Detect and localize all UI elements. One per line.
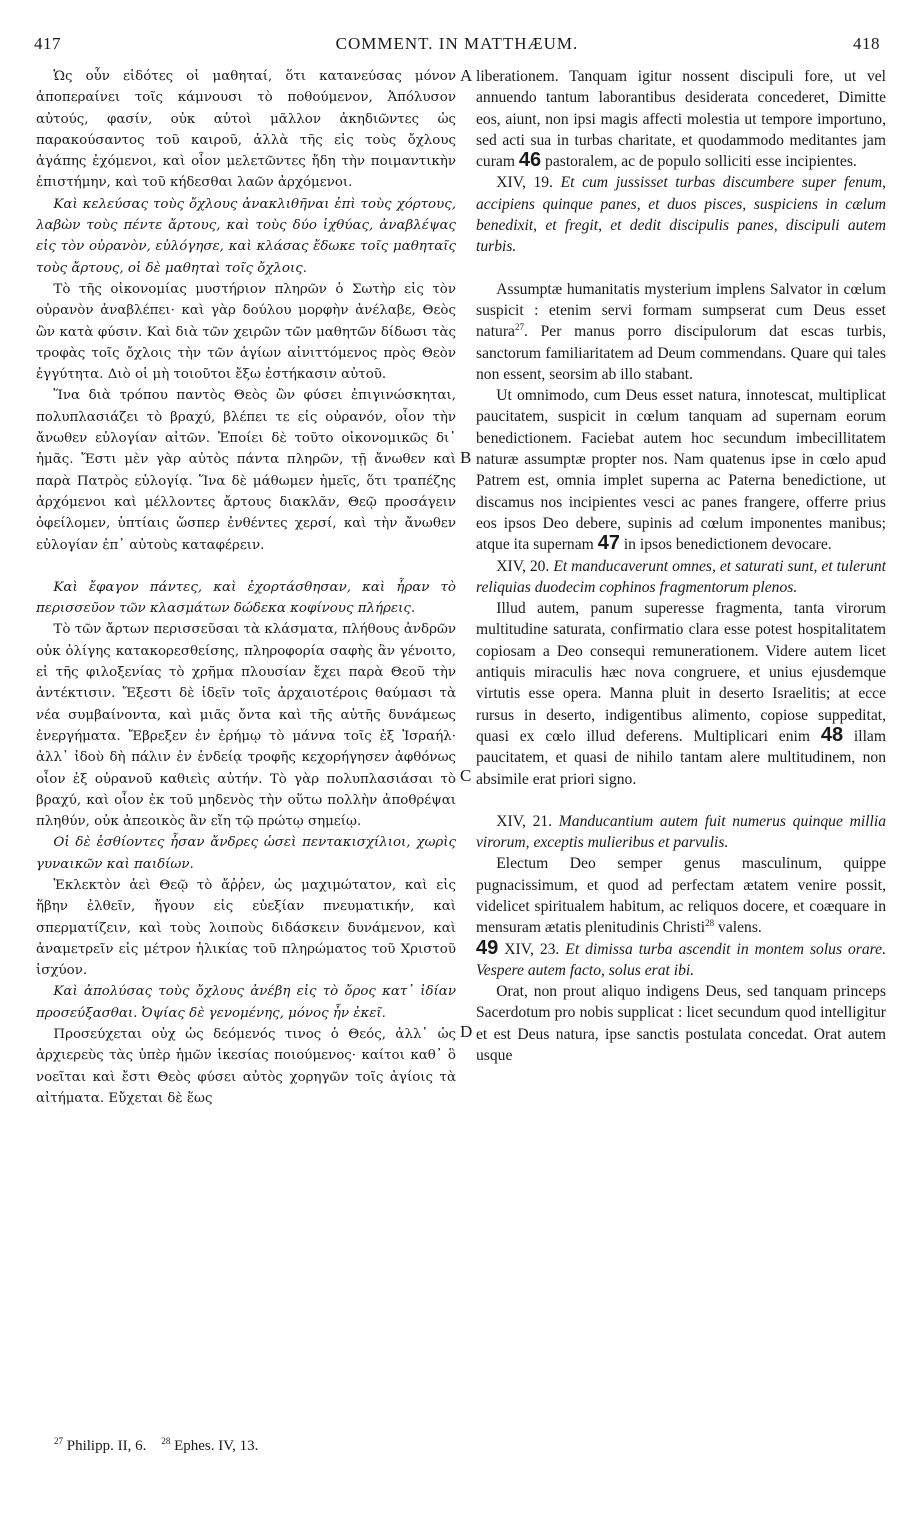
column-number: 49 [476, 936, 499, 959]
page-number-right: 418 [853, 34, 880, 53]
section-marker-b: B [460, 448, 472, 467]
verse-reference: XIV, 19. [496, 174, 553, 192]
footnote-ref: 27 [514, 322, 524, 333]
greek-scripture-quote: Καὶ ἔφαγον πάντες, καὶ ἐχορτάσθησαν, καὶ ἦραν τὸ περισσεῦον τῶν κλασμάτων δώδεκα κοφίνους πλήρεις. [36, 579, 456, 617]
footnote-text: Ephes. IV, 13. [174, 1438, 259, 1454]
greek-paragraph: Ἵνα διὰ τρόπου παντὸς Θεὸς ὢν φύσει ἐπιγινώσκηται, πολυπλασιάζει τὸ βραχύ, βλέπει τε εἰς οὐρανόν, οἷον τὴν ἄνωθεν εὐλογίαν αἰτῶν. Ἐποίει δὲ τοῦτο οἰκονομικῶς δι᾽ ἡμᾶς. Ἔστι μὲν γὰρ αὐτὸς πάντα πληρῶν, τῇ ἄνωθεν καὶ παρὰ Πατρὸς εὐλογίᾳ. Ἵνα δὲ μάθωμεν ἡμεῖς, ὅτι τραπέζης ἀρχόμενοι καὶ μέλλοντες ἄρτους διακλᾶν, Θεῷ προσάγειν ὀφείλομεν, ὑπτίαις ὥσπερ ἐνθέντες χερσί, καὶ τὴν ἄνωθεν εὐλογίαν ἐπ᾽ αὐτοὺς καταφέρειν. [36, 388, 456, 553]
running-title: COMMENT. IN MATTHÆUM. [335, 34, 579, 53]
greek-scripture-quote: Καὶ ἀπολύσας τοὺς ὄχλους ἀνέβη εἰς τὸ ὄρος κατ᾽ ἰδίαν προσεύξασθαι. Ὀψίας δὲ γενομένης, μόνος ἦν ἐκεῖ. [36, 984, 456, 1021]
footnote-ref: 28 [705, 918, 715, 929]
latin-paragraph: Orat, non prout aliquo indigens Deus, sed tanquam princeps Sacerdotum pro nobis supplicat : licet secundum quod intelligitur et est Deus natura, ipse sanctis postulata concedat. Orat autem usque [476, 983, 886, 1065]
verse-reference: XIV, 20. [496, 557, 550, 575]
greek-scripture-quote: Οἱ δὲ ἐσθίοντες ἦσαν ἄνδρες ὡσεὶ πεντακισχίλιοι, χωρὶς γυναικῶν καὶ παιδίων. [36, 835, 456, 872]
latin-paragraph: liberationem. Tanquam igitur nossent discipuli fore, ut vel annuendo tantum laborantibus desiderata concederet, Dimitte eos, aiunt, non ipsi magis affecti molestia ut tempore importuno, sed acti sua in turbas charitate, et quodammodo meditantes jam curam 46 pastoralem, ac de populo solliciti esse incipientes. [476, 68, 886, 172]
latin-scripture-quote: XIV, 20. Et manducaverunt omnes, et saturati sunt, et tulerunt reliquias duodecim cophinos fragmentorum plenos. [476, 557, 886, 596]
section-marker-a: A [460, 66, 473, 85]
page-number-left: 417 [34, 34, 61, 53]
greek-paragraph: Τὸ τῆς οἰκονομίας μυστήριον πληρῶν ὁ Σωτὴρ εἰς τὸν οὐρανὸν ἀναβλέπει· καὶ γὰρ δούλου μορφὴν ἀνέλαβε, Θεὸς ὢν κατὰ φύσιν. Καὶ διὰ τῶν χειρῶν τῶν μαθητῶν δίδωσι τὰς τροφὰς τοῖς ὄχλοις τὴν τῶν ἁγίων αἰνιττόμενος πρὸς Θεὸν ἐγγύτητα. Διὸ οἱ μὴ τοιοῦτοι ἔξω ἑστήκασιν αὐτοῦ. [36, 281, 456, 383]
latin-paragraph: Illud autem, panum superesse fragmenta, tanta virorum multitudine saturata, confirmatio clara esse potest hospitalitatem copiosam a Deo consequi remunerationem. Videre autem licet antiquis miraculis hæc nova congruere, et unius ejusdemque virtutis esse opera. Manna pluit in deserto Israelitis; at ecce rursus in deserto, indigentibus alimento, copiose suppeditat, quasi ex cœlo illud deferens. Multiplicari enim 48 illam paucitatem, et quasi de nihilo tantam alere multitudinem, non absimile erat priori signo. [476, 600, 886, 788]
column-number: 47 [597, 532, 620, 555]
greek-column [36, 66, 456, 1109]
footnote-mark: 28 [161, 1436, 171, 1446]
greek-paragraph: Ὡς οὖν εἰδότες οἱ μαθηταί, ὅτι κατανεύσας μόνον ἀποπεραίνει τοῖς κάμνουσι τὸ ποθούμενον, Ἀπόλυσον αὐτούς, φασίν, οὐκ αὐτοὶ μᾶλλον ἀκηδιῶντες ὡς παρακούσαντος τοῦ καιροῦ, ἀλλὰ τῆς εἰς τοὺς ὄχλους ἀγάπης ἐχόμενοι, καὶ οἷον μελετῶντες ἤδη τὴν ποιμαντικὴν ἐπιστήμην, καὶ τοῦ κήδεσθαι λαῶν ἀρχόμενοι. [36, 69, 456, 191]
latin-scripture-quote: XIV, 21. Manducantium autem fuit numerus quinque millia virorum, exceptis mulieribus et parvulis. [476, 812, 886, 852]
column-number: 46 [518, 149, 542, 172]
verse-reference: XIV, 21. [496, 812, 553, 830]
latin-column [476, 66, 886, 1066]
latin-paragraph: Assumptæ humanitatis mysterium implens Salvator in cœlum suspicit : etenim servi formam sumpserat cum Deus esset natura$^{27}$. Per manus porro discipulorum dat escas turbis, sanctorum familiaritatem ad Deum commendans. Quare qui tales non essent, seorsim ab illo stabant. [476, 280, 886, 383]
greek-scripture-quote: Καὶ κελεύσας τοὺς ὄχλους ἀνακλιθῆναι ἐπὶ τοὺς χόρτους, λαβὼν τοὺς πέντε ἄρτους, καὶ τοὺς δύο ἰχθύας, ἀναβλέψας εἰς τὸν οὐρανὸν, εὐλόγησε, καὶ κλάσας ἔδωκε τοῖς μαθηταῖς τοὺς ἄρτους, οἱ δὲ μαθηταὶ τοῖς ὄχλοις. [36, 196, 456, 276]
section-marker-c: C [460, 766, 472, 785]
footnotes [54, 1438, 258, 1455]
column-number: 48 [820, 723, 844, 746]
footnote-text: Philipp. II, 6. [66, 1438, 147, 1454]
greek-paragraph: Ἐκλεκτὸν ἀεὶ Θεῷ τὸ ἄῤῥεν, ὡς μαχιμώτατον, καὶ εἰς ἥβην ἐλθεῖν, ἤγουν εἰς εὐεξίαν πνευματικήν, καὶ σπερματίζειν, καὶ τοὺς λοιποὺς διδάσκειν δυνάμενον, καὶ ἀναμετρεῖν εἰς μέτρον ἡλικίας τοῦ πληρώματος τοῦ Χριστοῦ ἰσχύον. [36, 877, 456, 979]
latin-paragraph: Ut omnimodo, cum Deus esset natura, innotescat, multiplicat paucitatem, suspicit in cœlum tanquam ad supernam eorum benedictionem. Faciebat autem hoc secundum imbecillitatem naturæ assumptæ propter nos. Nam quatenus ipse in cœlo apud Patrem est, omnia implet superna ac Paterna benedictione, ut discamus nos incipientes vesci ac panes frangere, offerre prius eos ipsos Deo debere, supinis ad cœlum imponentes manibus; atque ita supernam 47 in ipsos benedictionem devocare. [476, 387, 886, 555]
greek-paragraph: Προσεύχεται οὐχ ὡς δεόμενός τινος ὁ Θεός, ἀλλ᾽ ὡς ἀρχιερεὺς τὰς ὑπὲρ ἡμῶν ἱκεσίας ποιούμενος· καίτοι καθ᾽ ὃ νοεῖται καὶ ἔστι Θεὸς φύσει αὐτὸς χορηγῶν τοῖς ἁγίοις τὰ αἰτήματα. Εὔχεται δὲ ἕως [36, 1027, 456, 1106]
latin-paragraph: Electum Deo semper genus masculinum, quippe pugnacissimum, et quod ad perfectam ætatem venire possit, videlicet spiritualem habitum, ac reliquos docere, et coæquare in mensuram ætatis plenitudinis Christi$^{28}$ valens. [476, 855, 886, 937]
latin-scripture-quote: 49 XIV, 23. Et dimissa turba ascendit in montem solus orare. Vespere autem facto, solus erat ibi. [476, 936, 886, 979]
running-header [34, 34, 880, 54]
greek-paragraph: Τὸ τῶν ἄρτων περισσεῦσαι τὰ κλάσματα, πλήθους ἀνδρῶν οὐκ ὀλίγης κατακορεσθείσης, πληροφορία σαφὴς ἂν γένοιτο, εἰ τῆς φιλοξενίας τὸ χρῆμα πλουσίαν ἔχει παρὰ Θεοῦ τὴν ἀντέκτισιν. Ἔξεστι δὲ ἰδεῖν τοῖς ἀρχαιοτέροις θαύμασι τὰ νέα συμβαίνοντα, καὶ μιᾶς ὄντα καὶ τῆς αὐτῆς δυνάμεως ἐνεργήματα. Ἔβρεξεν ἐν ἐρήμῳ τὸ μάννα τοῖς ἐξ Ἰσραήλ· ἀλλ᾽ ἰδοὺ δὴ πάλιν ἐν ἐνδείᾳ τροφῆς κεχορήγησεν ἀφθόνως οἷον ἐξ οὐρανοῦ καθιεὶς αὐτήν. Τὸ γὰρ πολυπλασιάσαι τὸ βραχύ, καὶ οἷον ἐκ τοῦ μηδενὸς τὴν οὕτω πολλὴν ἀποθρέψαι πληθύν, οὐκ ἀπεοικὸς ἂν εἴη τῷ πρώτῳ σημείῳ. [36, 622, 456, 830]
latin-scripture-quote: XIV, 19. Et cum jussisset turbas discumbere super fenum, accipiens quinque panes, et duos pisces, suspiciens in cælum benedixit, et fregit, et dedit discipulis panes, discipuli autem turbis. [476, 174, 886, 256]
verse-reference: XIV, 23. [504, 940, 560, 958]
footnote-mark: 27 [54, 1436, 63, 1446]
section-marker-d: D [460, 1022, 473, 1041]
